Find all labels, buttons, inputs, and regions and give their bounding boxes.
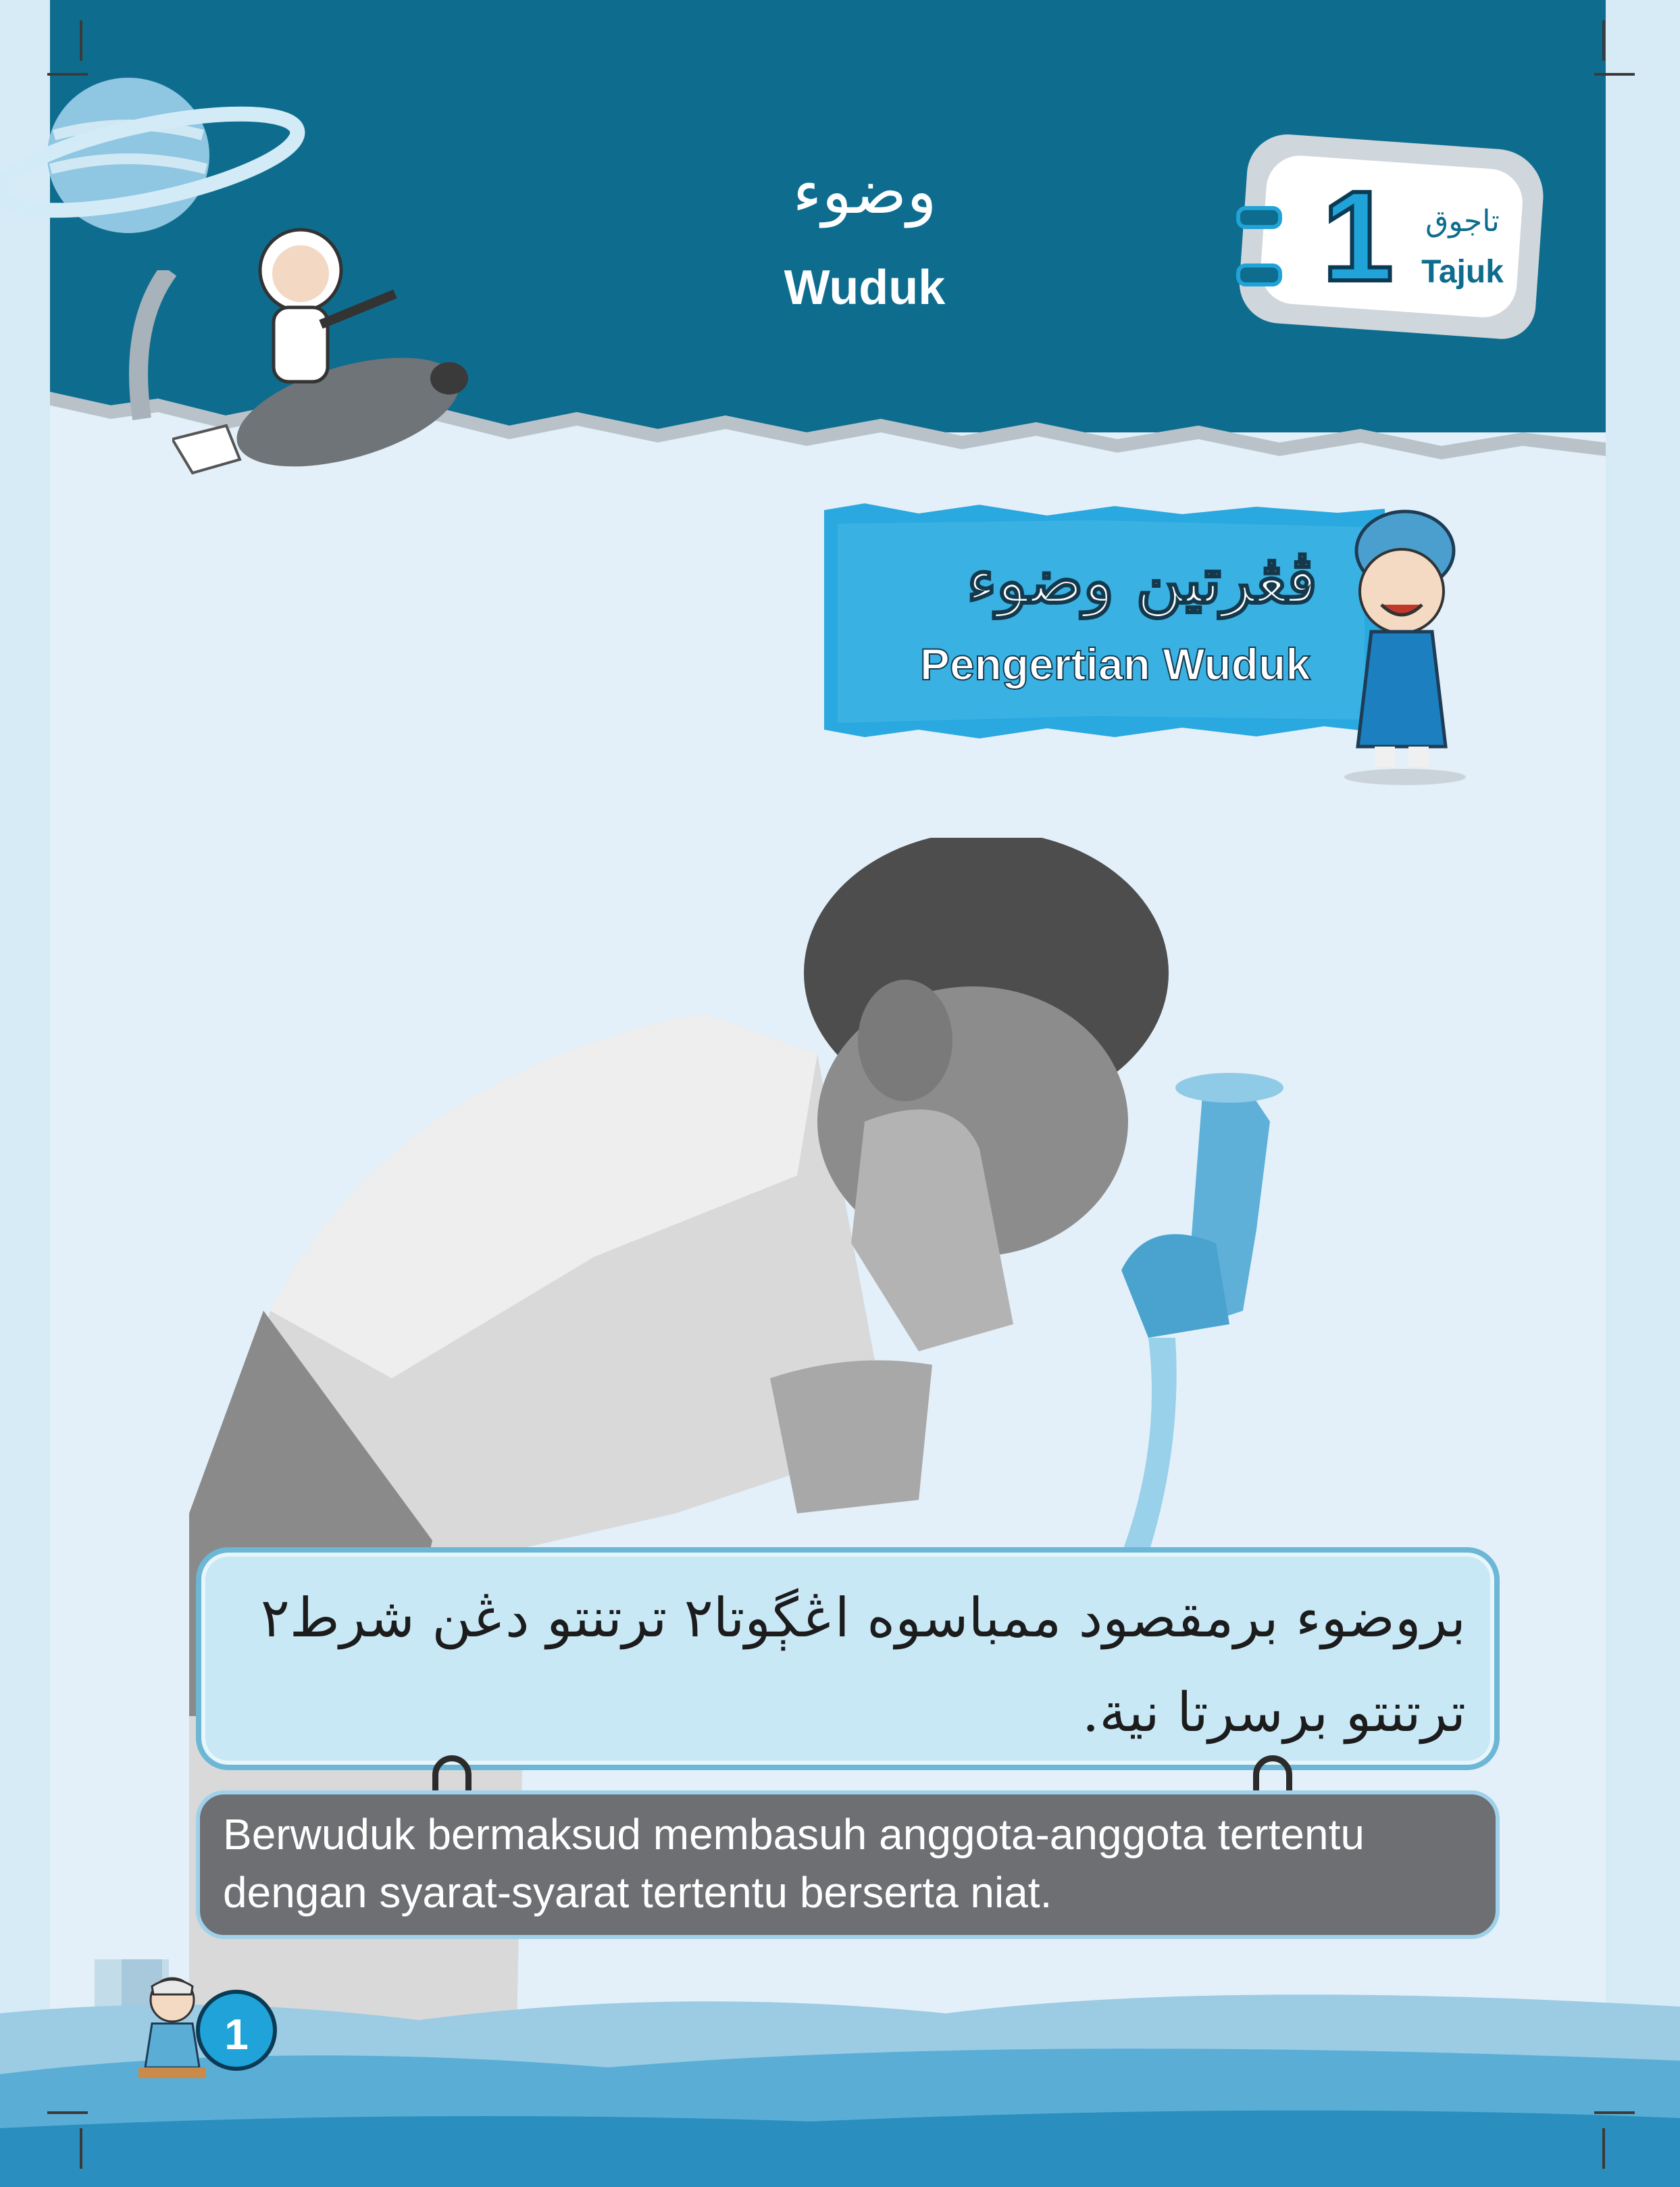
crop-mark — [80, 20, 82, 61]
definition-latin-line-2: dengan syarat-syarat tertentu berserta niat. — [223, 1868, 1052, 1917]
astronaut-rocket-illustration — [172, 223, 497, 507]
crop-mark — [1594, 73, 1635, 76]
crop-mark — [1602, 20, 1605, 61]
topic-number: 1 — [1322, 165, 1394, 308]
crop-mark — [47, 2111, 88, 2114]
topic-label-latin: Tajuk — [1421, 254, 1504, 290]
mascot-boy-illustration — [1338, 503, 1479, 787]
binder-ring-icon — [1236, 263, 1282, 286]
definition-text-latin — [223, 1805, 1473, 1921]
definition-jawi-line-2: ترتنتو برسرتا نية. — [1081, 1681, 1466, 1744]
title-latin: Wuduk — [784, 261, 946, 315]
definition-latin-line-1: Berwuduk bermaksud membasuh anggota-anggota tertentu — [223, 1810, 1365, 1859]
topic-badge — [1243, 142, 1547, 338]
page-bleed-left — [0, 0, 50, 2187]
title-arabic: وضوء — [792, 155, 937, 228]
definition-jawi-line-1: بروضوء برمقصود ممباسوه اڠڳوتا٢ ترتنتو دڠن شرط٢ — [260, 1586, 1466, 1649]
topic-label-arabic: تاجوق — [1425, 204, 1500, 238]
section-title-arabic: ڤڠرتين وضوء — [967, 544, 1317, 618]
crop-mark — [1594, 2111, 1635, 2114]
crop-mark — [47, 73, 88, 76]
binder-ring-icon — [1236, 206, 1282, 229]
definition-text-jawi — [230, 1571, 1466, 1760]
page-number: 1 — [196, 1990, 277, 2071]
crop-mark — [1602, 2128, 1605, 2169]
page-bleed-right — [1606, 0, 1680, 2187]
section-title-latin: Pengertian Wuduk — [919, 639, 1310, 689]
crop-mark — [80, 2128, 82, 2169]
section-banner — [824, 503, 1385, 740]
